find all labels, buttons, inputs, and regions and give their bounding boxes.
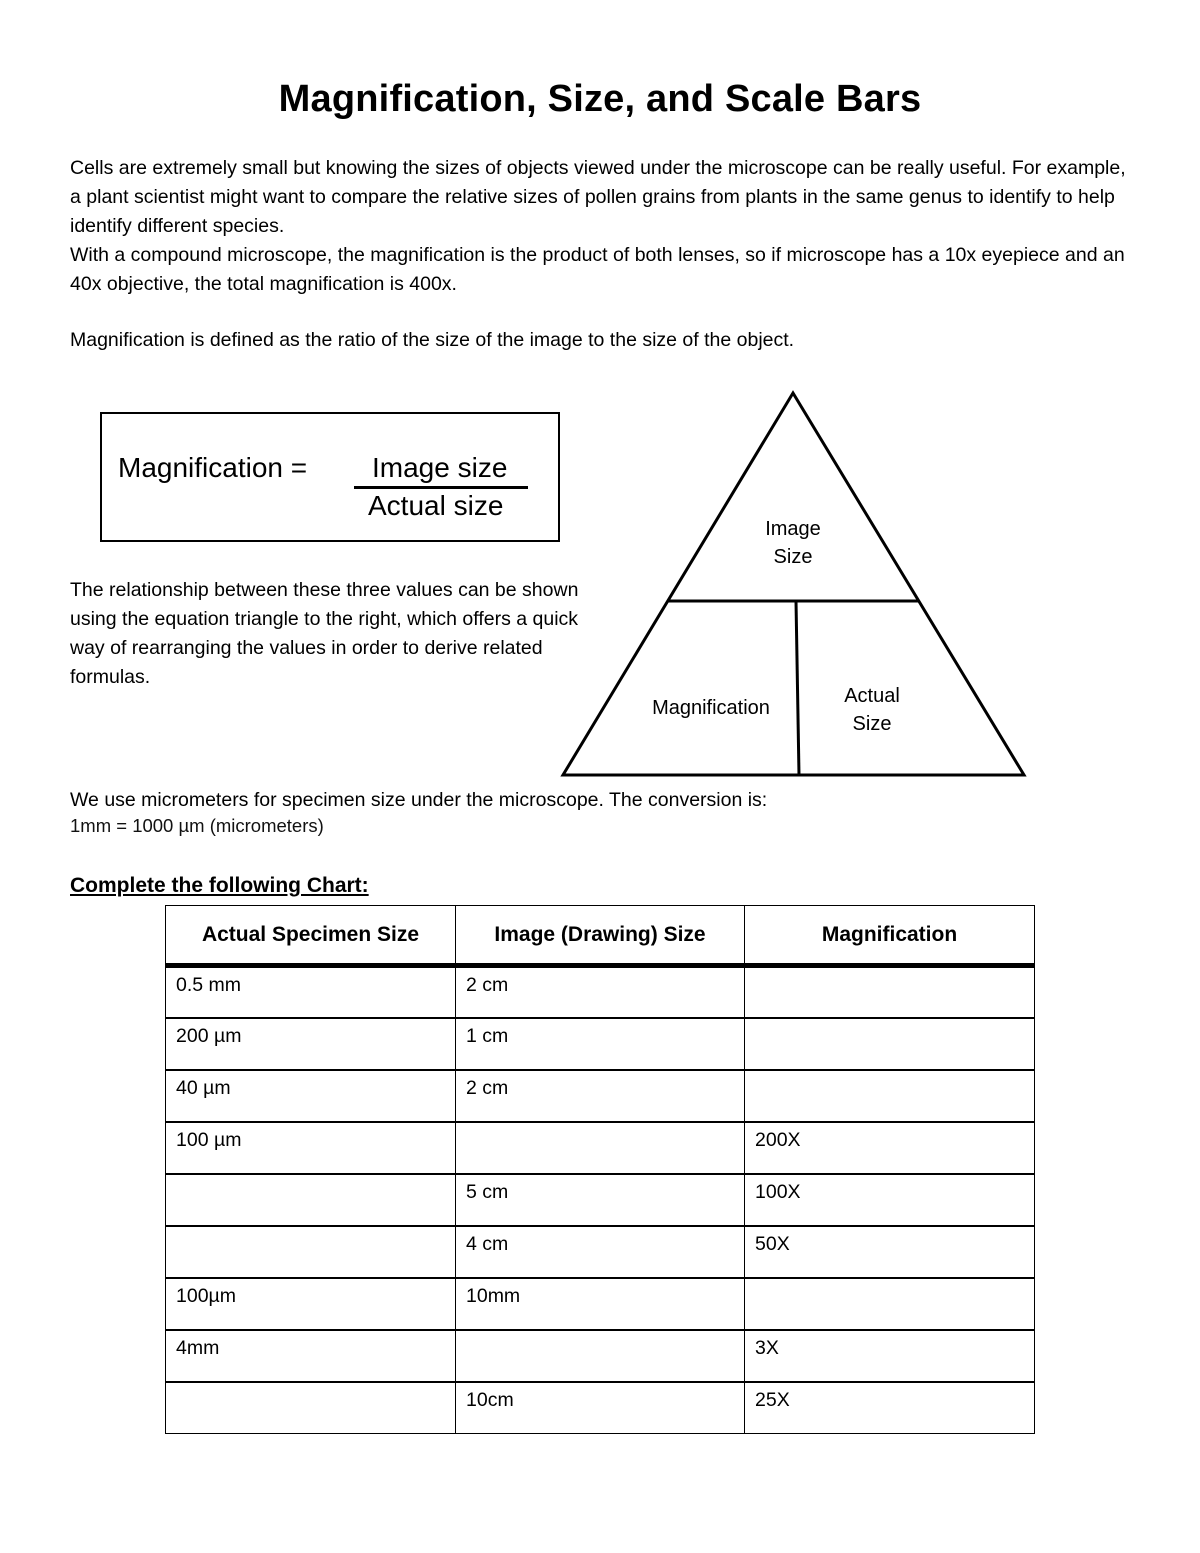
cell-actual-size: 4mm (166, 1330, 456, 1382)
cell-magnification: 3X (745, 1330, 1035, 1382)
cell-actual-size[interactable] (166, 1226, 456, 1278)
table-row (166, 1278, 1035, 1330)
cell-image-size: 5 cm (456, 1174, 745, 1226)
cell-actual-size[interactable] (166, 1174, 456, 1226)
triangle-outline (563, 393, 1024, 775)
table-row (166, 1018, 1035, 1070)
table-row (166, 1174, 1035, 1226)
cell-magnification[interactable] (745, 1018, 1035, 1070)
table-header-row (166, 906, 1035, 966)
cell-image-size[interactable] (456, 1122, 745, 1174)
page-title: Magnification, Size, and Scale Bars (278, 78, 922, 120)
relationship-text: The relationship between these three values can be shown using the equation triangle to the right, which offers a quick way of rearranging the values in order to derive related formulas. (70, 579, 579, 688)
intro-paragraph-1: Cells are extremely small but knowing the sizes of objects viewed under the microscope can be really useful. For example, a plant scientist might want to compare the relative sizes of pollen grains from plants in the same genus to identify to help identify different species. (70, 157, 1126, 237)
conversion-formula: 1mm = 1000 µm (micrometers) (70, 815, 324, 836)
cell-image-size: 2 cm (456, 966, 745, 1018)
cell-image-size: 2 cm (456, 1070, 745, 1122)
intro-paragraph-2: With a compound microscope, the magnification is the product of both lenses, so if microscope has a 10x eyepiece and an 40x objective, the total magnification is 400x. (70, 244, 1125, 295)
cell-image-size[interactable] (456, 1330, 745, 1382)
cell-image-size: 1 cm (456, 1018, 745, 1070)
header-image-size: Image (Drawing) Size (456, 906, 745, 966)
cell-actual-size: 100µm (166, 1278, 456, 1330)
triangle-label-magnification: Magnification (652, 697, 770, 719)
magnification-definition: Magnification is defined as the ratio of the size of the image to the size of the object. (70, 329, 795, 351)
cell-magnification[interactable] (745, 1070, 1035, 1122)
header-magnification: Magnification (745, 906, 1035, 966)
cell-actual-size: 200 µm (166, 1018, 456, 1070)
formula-lhs: Magnification = (118, 452, 308, 483)
triangle-divider-vertical (796, 601, 799, 775)
cell-image-size: 4 cm (456, 1226, 745, 1278)
formula-numerator: Image size (372, 452, 508, 483)
table-row (166, 1382, 1035, 1434)
cell-magnification: 25X (745, 1382, 1035, 1434)
cell-magnification: 100X (745, 1174, 1035, 1226)
cell-image-size: 10mm (456, 1278, 745, 1330)
cell-image-size: 10cm (456, 1382, 745, 1434)
cell-actual-size[interactable] (166, 1382, 456, 1434)
triangle-label-actual-size: Actual Size (844, 685, 900, 735)
table-row (166, 966, 1035, 1018)
formula-denominator: Actual size (368, 490, 504, 521)
conversion-text: We use micrometers for specimen size under the microscope. The conversion is: (70, 789, 768, 811)
table-row (166, 1226, 1035, 1278)
triangle-label-image-size: Image Size (765, 518, 821, 568)
table-row (166, 1330, 1035, 1382)
cell-magnification[interactable] (745, 966, 1035, 1018)
table-row (166, 1122, 1035, 1174)
cell-magnification: 50X (745, 1226, 1035, 1278)
cell-actual-size: 40 µm (166, 1070, 456, 1122)
cell-magnification[interactable] (745, 1278, 1035, 1330)
cell-actual-size: 100 µm (166, 1122, 456, 1174)
magnification-table (165, 905, 1035, 1434)
table-row (166, 1070, 1035, 1122)
cell-magnification: 200X (745, 1122, 1035, 1174)
cell-actual-size: 0.5 mm (166, 966, 456, 1018)
header-actual-specimen-size: Actual Specimen Size (166, 906, 456, 966)
chart-heading: Complete the following Chart: (70, 874, 369, 897)
